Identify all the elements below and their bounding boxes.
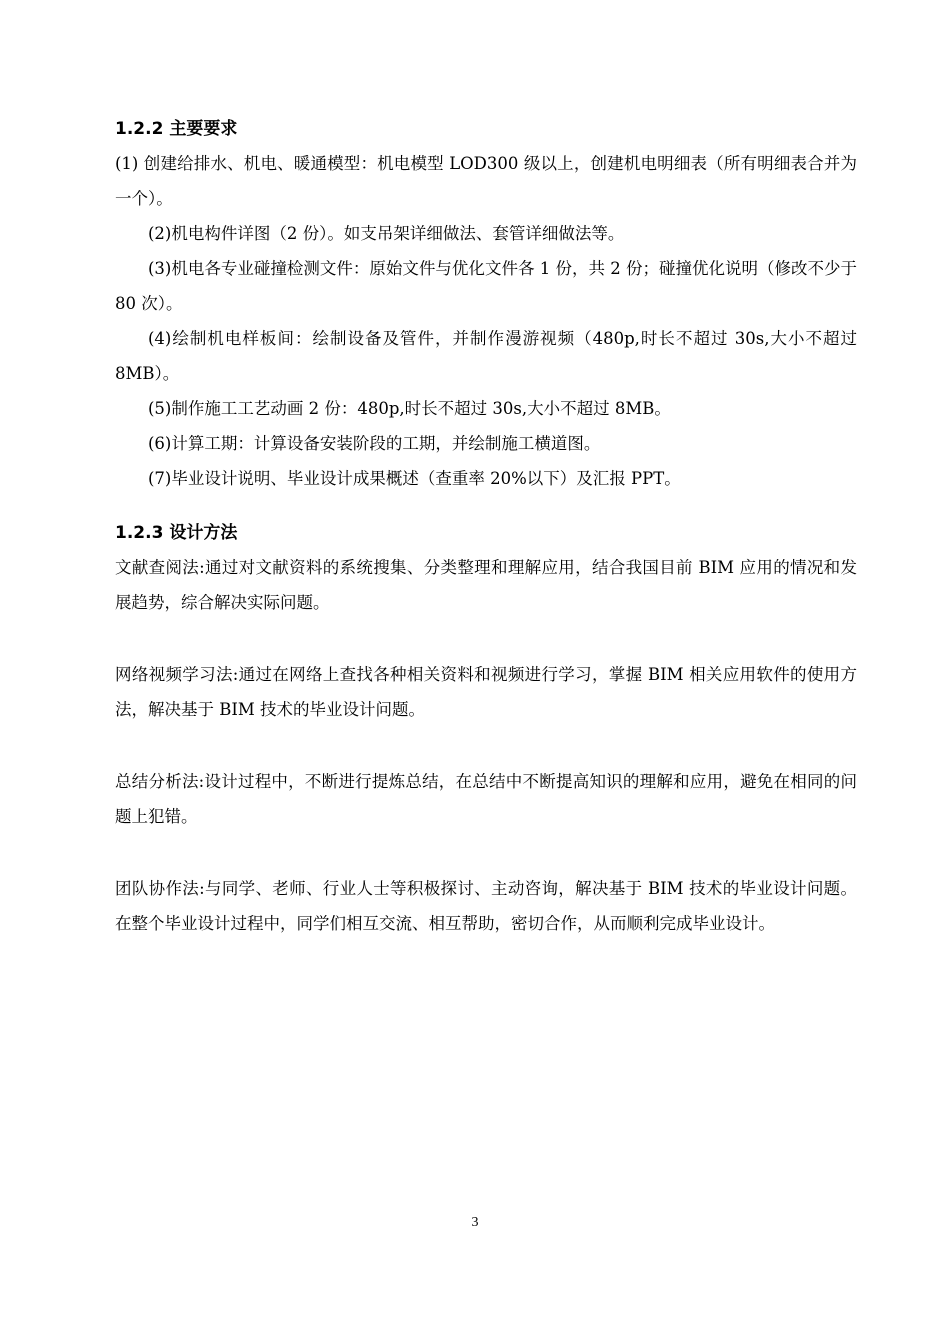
page-number: 3 [471,1215,479,1230]
paragraph-spacer [115,727,857,764]
requirement-item-3: (3)机电各专业碰撞检测文件：原始文件与优化文件各 1 份，共 2 份；碰撞优化说明（修改不少于 80 次）。 [115,259,857,313]
method-paragraph-video-learning: 网络视频学习法:通过在网络上查找各种相关资料和视频进行学习，掌握 BIM 相关应用软件的使用方法，解决基于 BIM 技术的毕业设计问题。 [115,665,857,719]
method-paragraph-teamwork: 团队协作法:与同学、老师、行业人士等积极探讨、主动咨询，解决基于 BIM 技术的毕业设计问题。在整个毕业设计过程中，同学们相互交流、相互帮助，密切合作，从而顺利完成毕业设计。 [115,879,857,933]
method-paragraph-summary-analysis: 总结分析法:设计过程中，不断进行提炼总结，在总结中不断提高知识的理解和应用，避免在相同的问题上犯错。 [115,772,857,826]
section-spacer [115,496,857,516]
requirement-item-5: (5)制作施工工艺动画 2 份：480p,时长不超过 30s,大小不超过 8MB。 [148,399,671,418]
requirement-item-4: (4)绘制机电样板间：绘制设备及管件，并制作漫游视频（480p,时长不超过 30s,大小不超过 8MB）。 [115,329,857,383]
paragraph-spacer [115,620,857,657]
requirement-item-2: (2)机电构件详图（2 份）。如支吊架详细做法、套管详细做法等。 [148,224,625,243]
page-content [115,112,857,941]
section-heading-main-requirements: 1.2.2 主要要求 [115,119,238,139]
requirement-item-6: (6)计算工期：计算设备安装阶段的工期，并绘制施工横道图。 [148,434,601,453]
method-paragraph-literature: 文献查阅法:通过对文献资料的系统搜集、分类整理和理解应用，结合我国目前 BIM 应用的情况和发展趋势，综合解决实际问题。 [115,558,857,612]
requirement-item-1: (1) 创建给排水、机电、暖通模型：机电模型 LOD300 级以上，创建机电明细表（所有明细表合并为一个）。 [115,154,857,208]
section-heading-design-methods: 1.2.3 设计方法 [115,523,238,543]
requirement-item-7: (7)毕业设计说明、毕业设计成果概述（查重率 20%以下）及汇报 PPT。 [148,469,681,488]
paragraph-spacer [115,834,857,871]
